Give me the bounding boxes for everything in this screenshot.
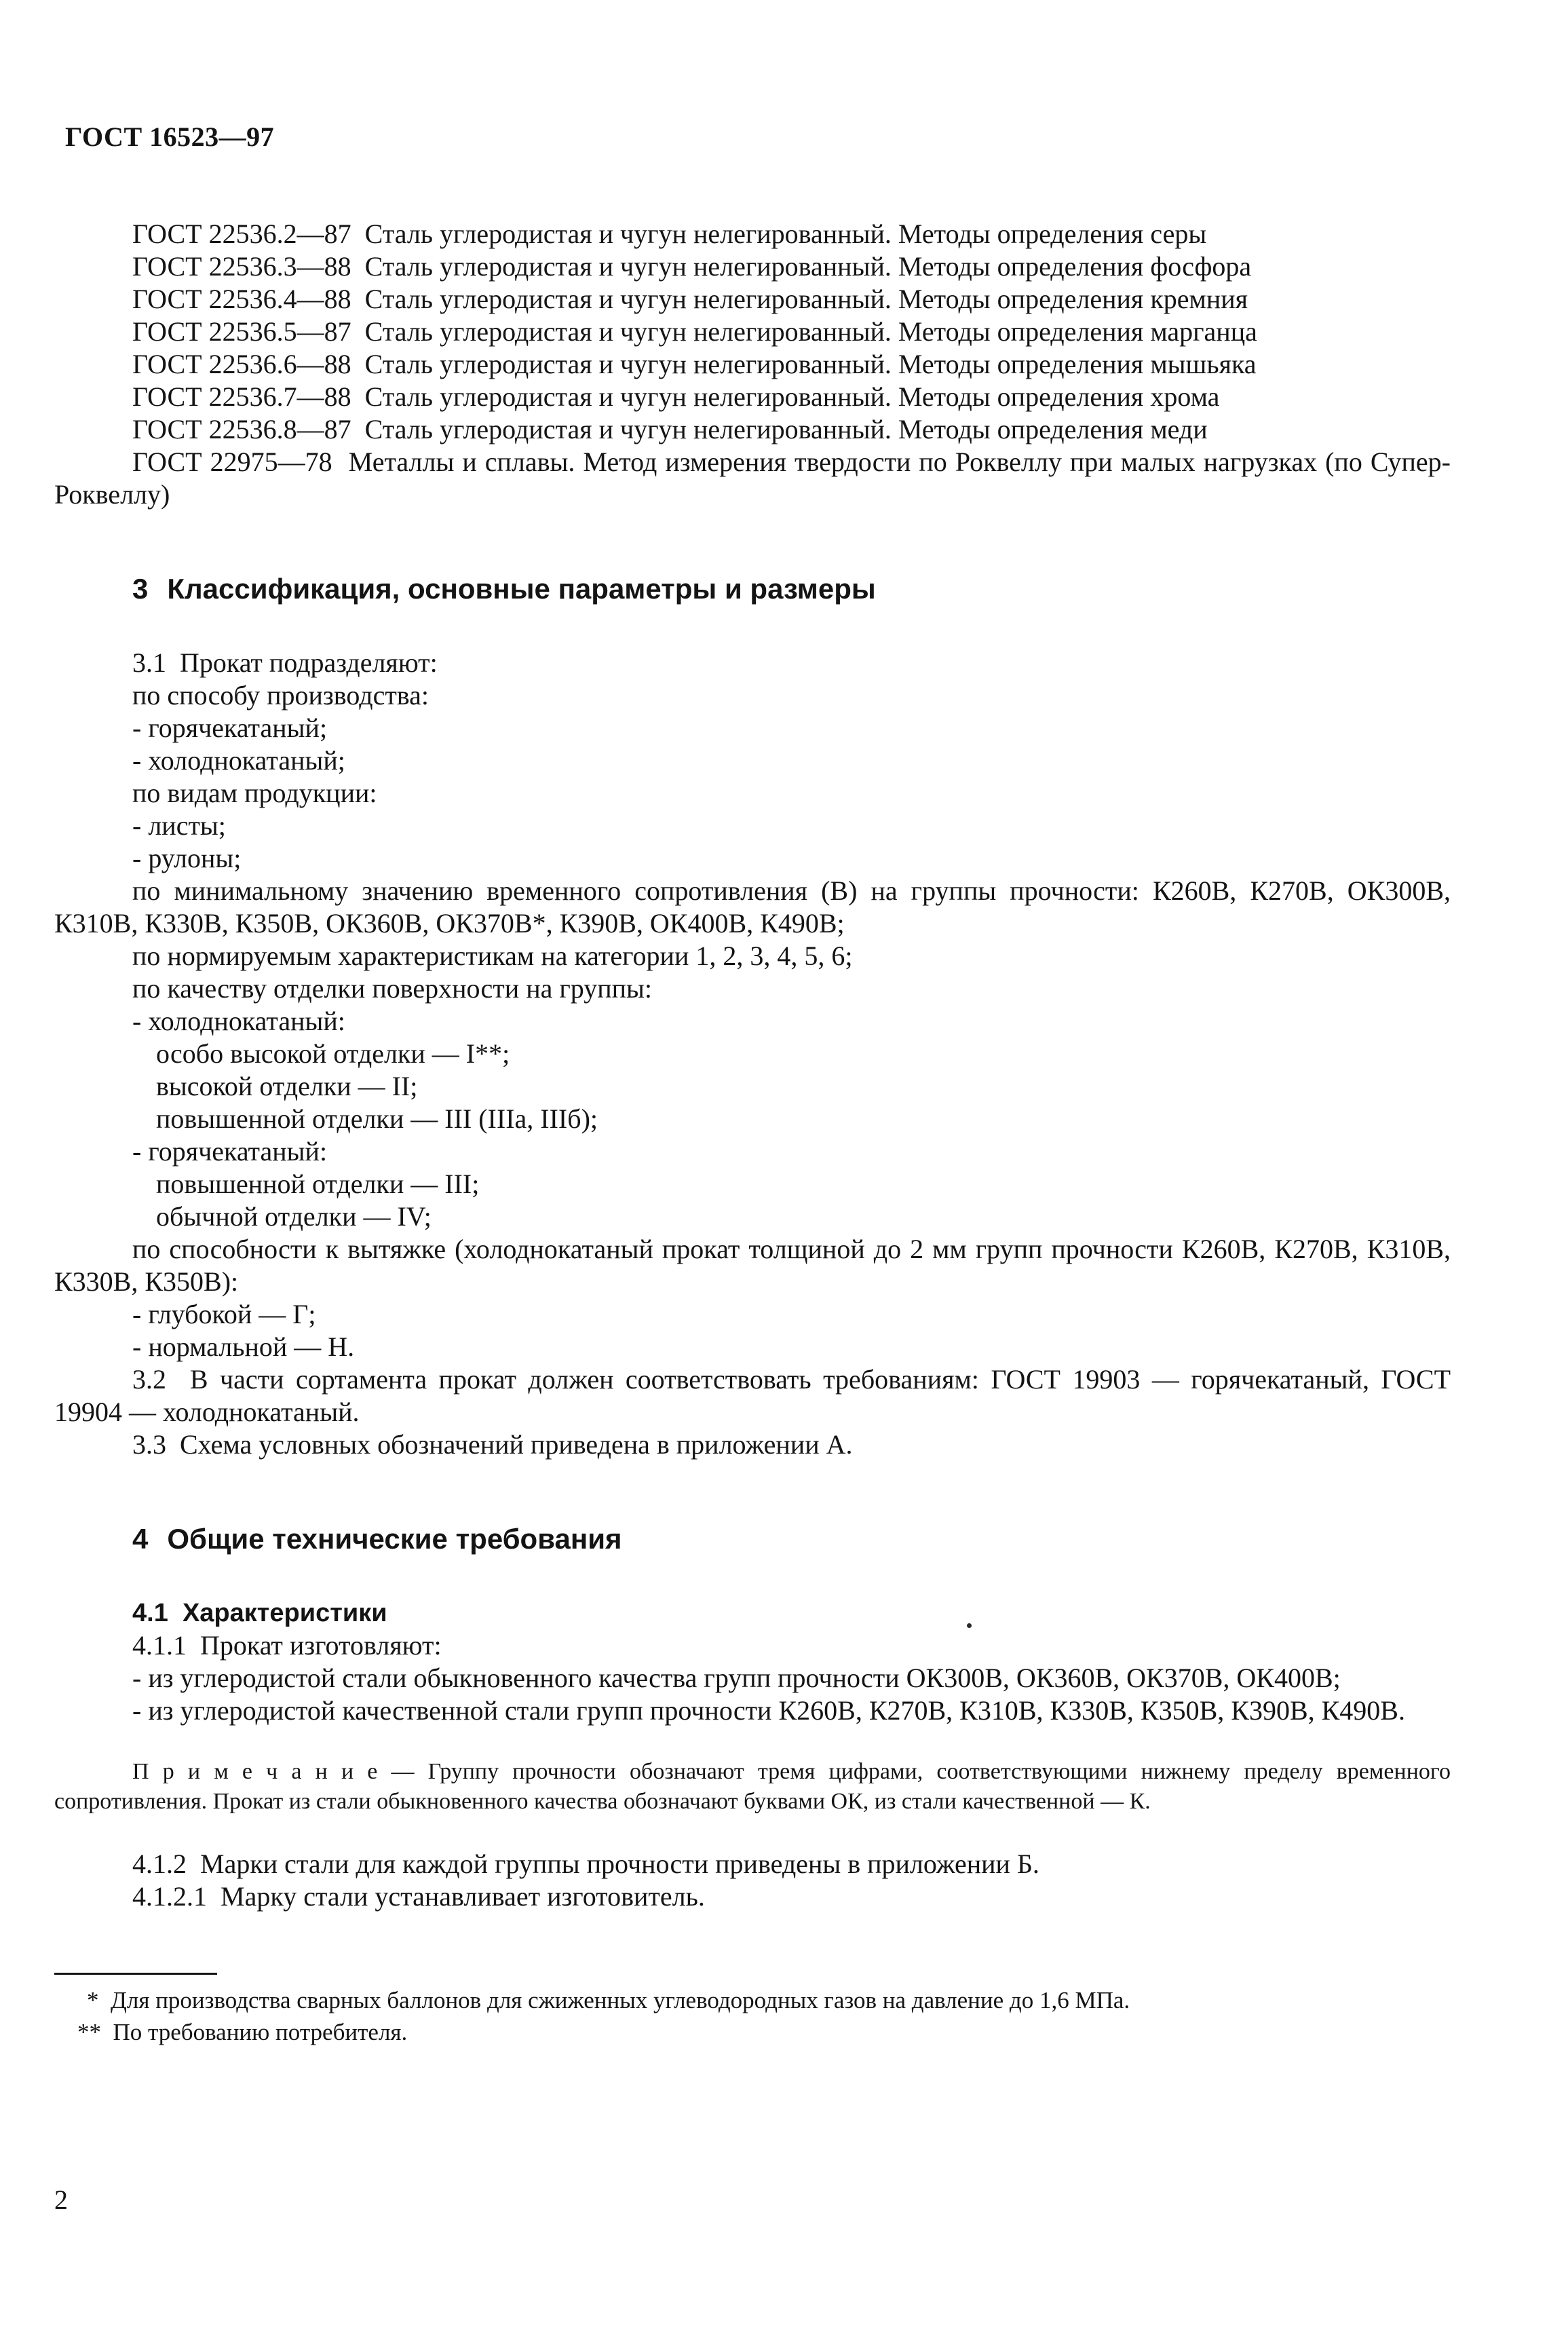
page-number: 2 <box>54 2184 68 2215</box>
clause-3-2: 3.2 В части сортамента прокат должен соответствовать требованиям: ГОСТ 19903 — горячекатаный, ГОСТ 19904 — холоднокатаный. <box>54 1364 1451 1427</box>
list-item: - холоднокатаный; <box>132 745 345 776</box>
classification-criterion: по минимальному значению временного сопротивления (В) на группы прочности: К260В, К270В, ОК300В, К310В, К330В, К350В, ОК360В, ОК370В*, К390В, ОК400В, К490В; <box>54 875 1451 939</box>
clause-4-1-2-1: 4.1.2.1 Марку стали устанавливает изготовитель. <box>132 1881 705 1912</box>
footnote-item: ** По требованию потребителя. <box>77 2019 408 2045</box>
sub-list-item: обычной отделки — IV; <box>156 1201 432 1232</box>
scan-artifact-dot <box>967 1623 972 1628</box>
list-item: - листы; <box>132 810 226 841</box>
section-3-number: 3 <box>132 573 149 605</box>
list-item: - нормальной — Н. <box>132 1331 355 1362</box>
list-item: - из углеродистой качественной стали групп прочности К260В, К270В, К310В, К330В, К350В, К390В, К490В. <box>132 1695 1405 1726</box>
reference-item: ГОСТ 22536.4—88 Сталь углеродистая и чугун нелегированный. Методы определения кремния <box>132 284 1248 314</box>
section-3-heading <box>132 572 1451 606</box>
section-3-title: Классификация, основные параметры и размеры <box>167 573 876 605</box>
list-item: - горячекатаный; <box>132 713 328 743</box>
classification-criterion: по способности к вытяжке (холоднокатаный прокат толщиной до 2 мм групп прочности К260В, К270В, К310В, К330В, К350В): <box>54 1234 1451 1297</box>
sub-list-item: повышенной отделки — III; <box>156 1169 480 1199</box>
footnote-item: * Для производства сварных баллонов для сжиженных углеводородных газов на давление до 1,6 МПа. <box>87 1987 1130 2013</box>
list-item: - из углеродистой стали обыкновенного качества групп прочности ОК300В, ОК360В, ОК370В, ОК400В; <box>132 1663 1341 1693</box>
section-4-title: Общие технические требования <box>167 1523 622 1555</box>
note-paragraph: П р и м е ч а н и е — Группу прочности обозначают тремя цифрами, соответствующими нижнему пределу временного сопротивления. Прокат из стали обыкновенного качества обозначают буквами ОК, из стали качественной — К. <box>54 1759 1451 1814</box>
reference-item: ГОСТ 22536.2—87 Сталь углеродистая и чугун нелегированный. Методы определения серы <box>132 219 1207 249</box>
reference-item: ГОСТ 22536.6—88 Сталь углеродистая и чугун нелегированный. Методы определения мышьяка <box>132 349 1257 379</box>
classification-criterion: по нормируемым характеристикам на категории 1, 2, 3, 4, 5, 6; <box>132 941 853 971</box>
doc-number-header: ГОСТ 16523—97 <box>65 121 275 152</box>
clause-4-1-1: 4.1.1 Прокат изготовляют: <box>132 1630 442 1661</box>
reference-item: ГОСТ 22975—78 Металлы и сплавы. Метод измерения твердости по Роквеллу при малых нагрузках (по Супер-Роквеллу) <box>54 447 1451 510</box>
list-item: - рулоны; <box>132 843 242 873</box>
section-4-number: 4 <box>132 1523 149 1555</box>
reference-item: ГОСТ 22536.5—87 Сталь углеродистая и чугун нелегированный. Методы определения марганца <box>132 316 1257 347</box>
reference-item: ГОСТ 22536.7—88 Сталь углеродистая и чугун нелегированный. Методы определения хрома <box>132 381 1220 412</box>
list-item: - холоднокатаный: <box>132 1006 345 1036</box>
sub-list-item: повышенной отделки — III (IIIа, IIIб); <box>156 1103 598 1134</box>
clause-4-1-2: 4.1.2 Марки стали для каждой группы прочности приведены в приложении Б. <box>132 1849 1039 1879</box>
clause-4-1: 4.1 Характеристики <box>132 1599 387 1627</box>
section-4-heading <box>132 1522 1451 1556</box>
classification-criterion: по качеству отделки поверхности на группы: <box>132 973 653 1004</box>
list-item: - глубокой — Г; <box>132 1299 316 1329</box>
sub-list-item: высокой отделки — II; <box>156 1071 418 1101</box>
classification-criterion: по видам продукции: <box>132 778 377 808</box>
list-item: - горячекатаный: <box>132 1136 328 1167</box>
clause-3-3: 3.3 Схема условных обозначений приведена в приложении А. <box>132 1429 853 1460</box>
section-3-body <box>54 647 1451 1461</box>
footnote-rule <box>54 1973 217 1975</box>
sub-list-item: особо высокой отделки — I**; <box>156 1038 510 1069</box>
section-4-body <box>54 1597 1451 1913</box>
references-section <box>54 218 1451 511</box>
clause-3-1: 3.1 Прокат подразделяют: <box>132 647 438 678</box>
footnotes-section <box>54 1973 1451 2048</box>
classification-criterion: по способу производства: <box>132 680 429 711</box>
reference-item: ГОСТ 22536.8—87 Сталь углеродистая и чугун нелегированный. Методы определения меди <box>132 414 1208 444</box>
reference-item: ГОСТ 22536.3—88 Сталь углеродистая и чугун нелегированный. Методы определения фосфора <box>132 251 1252 282</box>
